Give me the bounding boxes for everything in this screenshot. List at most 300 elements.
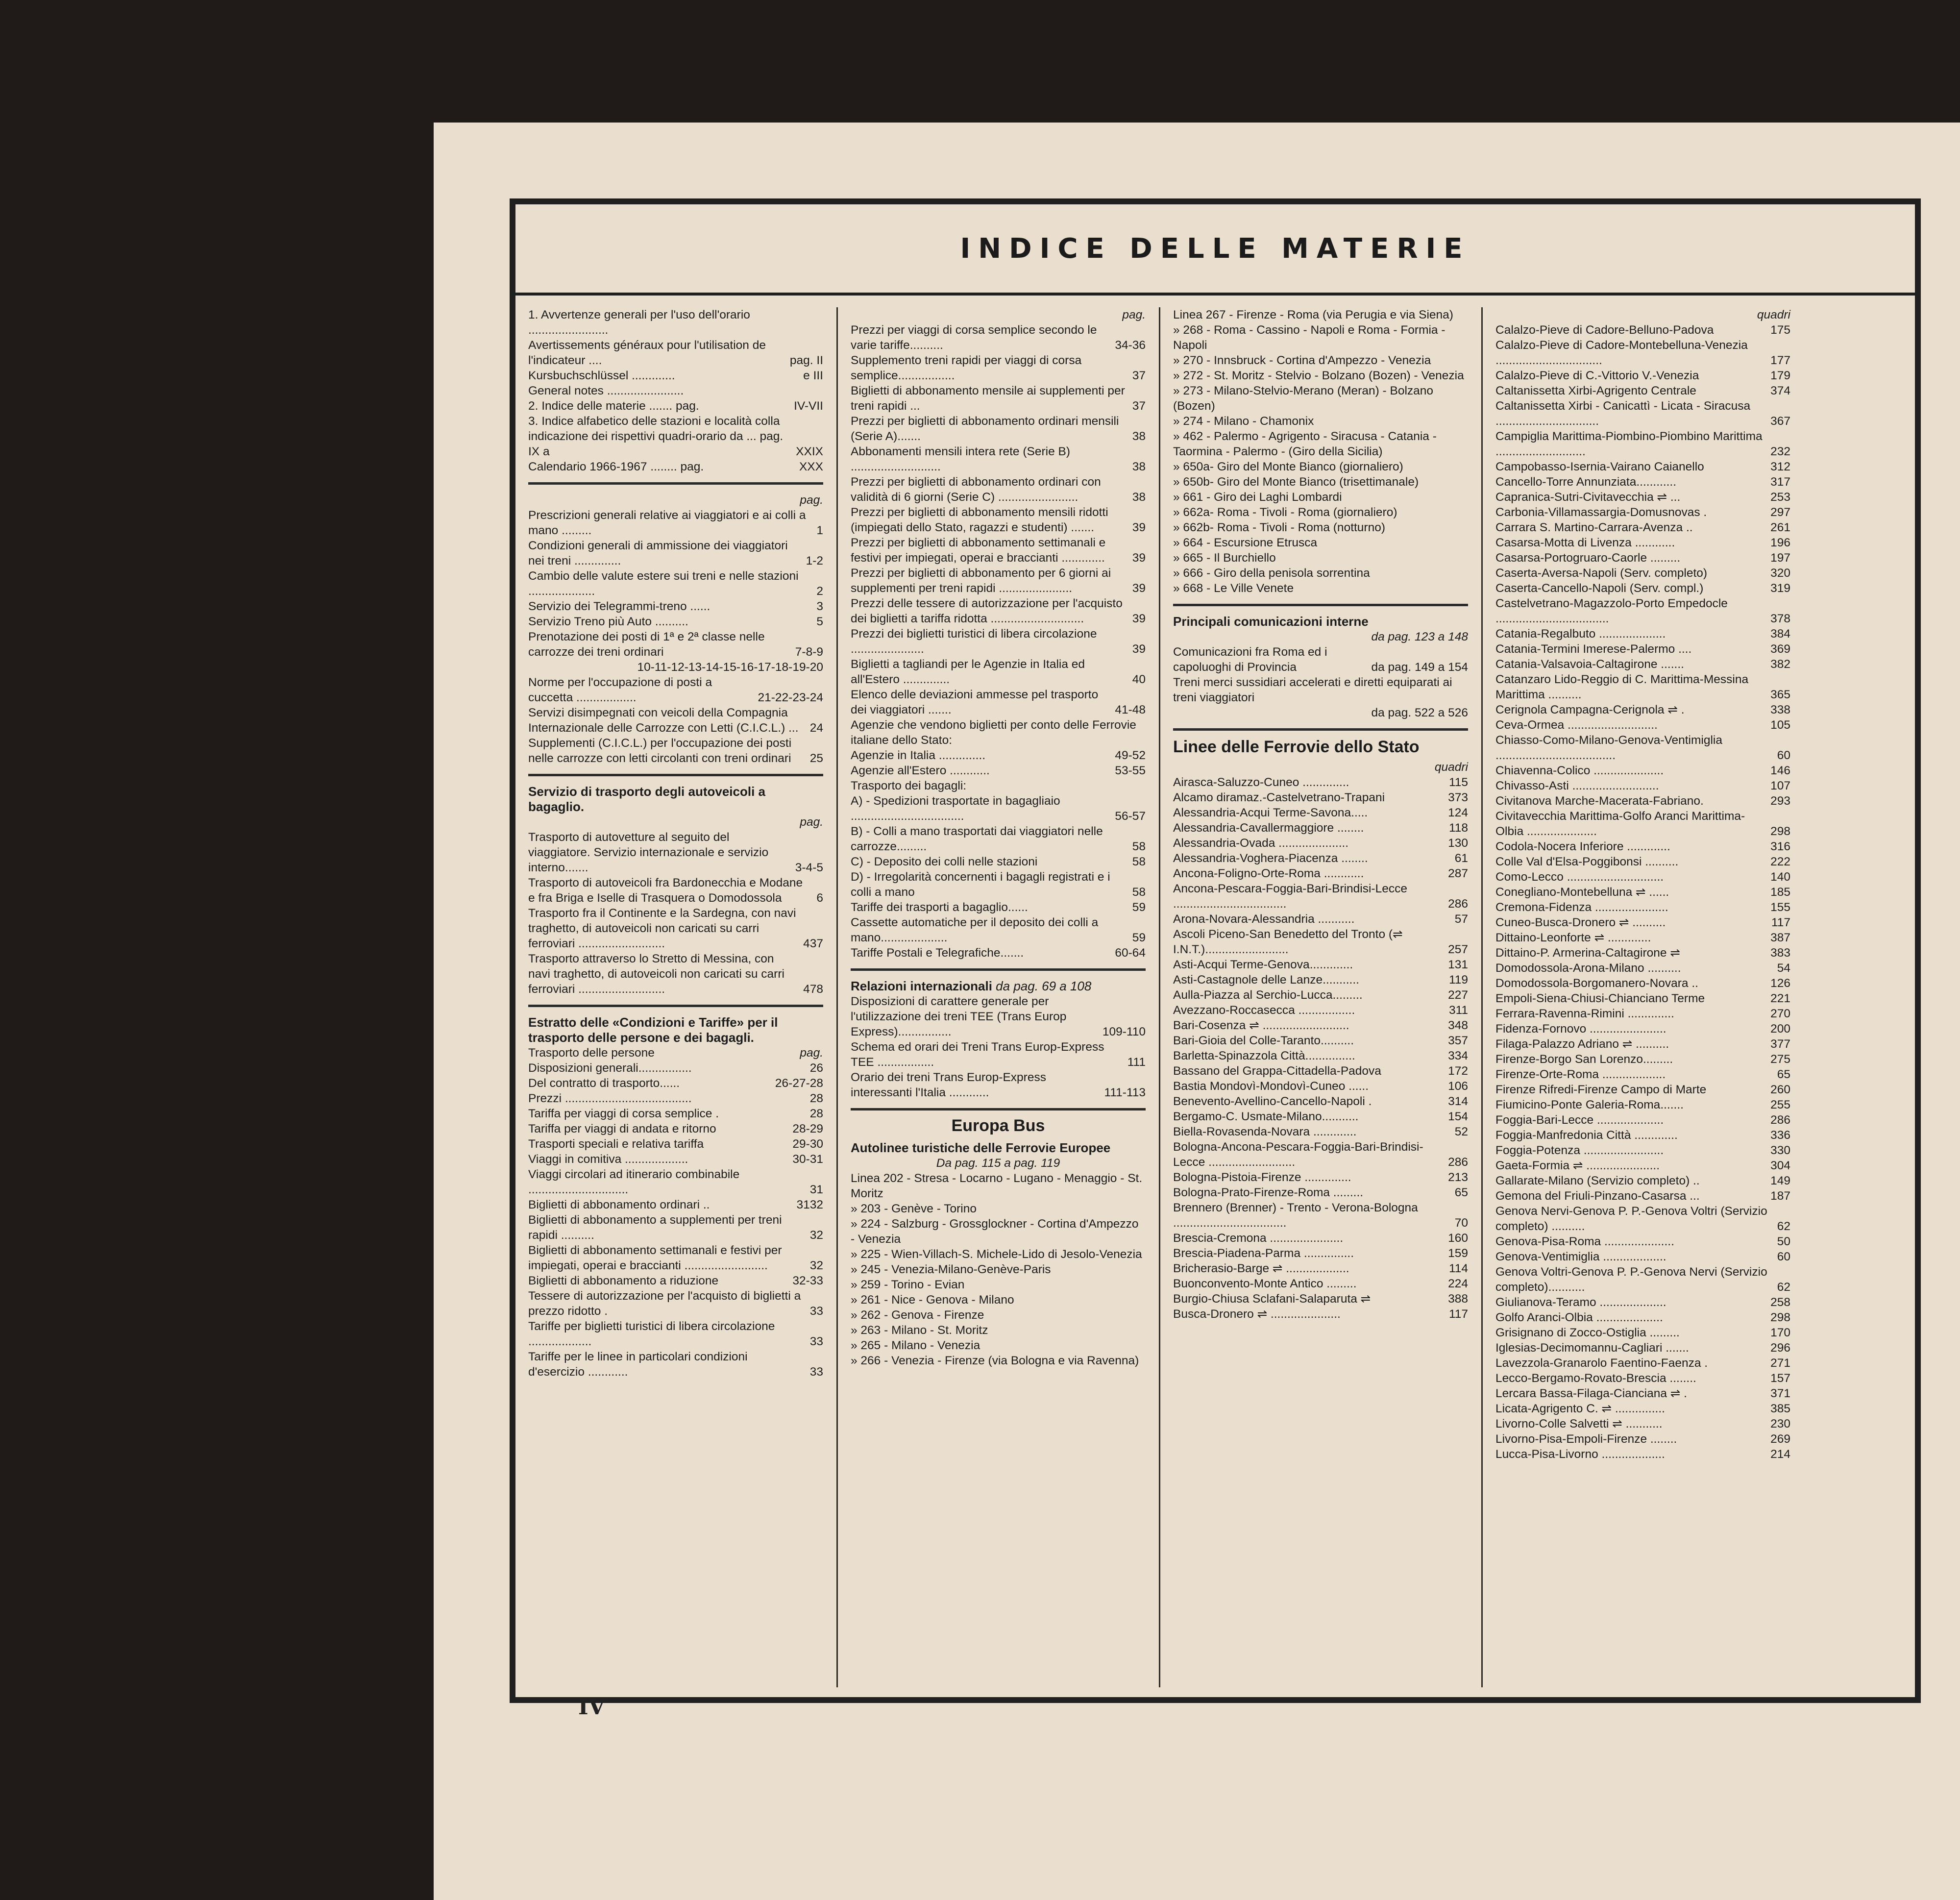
line-entry: » 650b- Giro del Monte Bianco (trisettimanale)	[1173, 475, 1419, 489]
index-entry	[1495, 383, 1790, 398]
line-entry: » 274 - Milano - Chamonix	[1173, 415, 1314, 428]
index-entry	[1495, 1112, 1790, 1128]
entry-page: 65	[1777, 1068, 1790, 1081]
entry-title: 2. Indice delle materie ....... pag.	[528, 399, 699, 413]
entry-title: Chiavenna-Colico .....................	[1495, 764, 1664, 777]
entry-page: 1	[816, 524, 823, 537]
entry-title: Como-Lecco .............................	[1495, 870, 1664, 884]
index-entry	[1173, 1018, 1468, 1033]
entry-page: 478	[803, 983, 823, 996]
page-number: IV	[578, 1695, 605, 1720]
index-entry	[1173, 775, 1468, 790]
entry-title: B) - Colli a mano trasportati dai viaggiatori nelle carrozze.........	[851, 825, 1103, 853]
index-entry	[1495, 1325, 1790, 1340]
divider	[851, 1108, 1146, 1110]
line-entry: » 272 - St. Moritz - Stelvio - Bolzano (Bozen) - Venezia	[1173, 369, 1464, 382]
index-entry	[1495, 1204, 1790, 1234]
index-entry	[1495, 505, 1790, 520]
entry-page: 293	[1770, 794, 1790, 808]
column-divider	[1481, 307, 1483, 1687]
entry-title: Bologna-Prato-Firenze-Roma .........	[1173, 1186, 1364, 1199]
entry-title: Cremona-Fidenza ......................	[1495, 901, 1668, 914]
index-entry	[1495, 535, 1790, 550]
entry-title: Trasporto dei bagagli:	[851, 779, 967, 792]
index-entry	[1173, 987, 1468, 1003]
estratto-heading: Estratto delle «Condizioni e Tariffe» per il trasporto delle persone e dei bagagli.	[528, 1015, 778, 1045]
index-entry	[1495, 991, 1790, 1006]
index-entry	[1495, 930, 1790, 945]
entry-title: Disposizioni di carattere generale per l'utilizzazione dei treni TEE (Trans Europ Express)................	[851, 995, 1067, 1038]
entry-title: General notes .......................	[528, 384, 684, 397]
entry-page: 3132	[796, 1198, 823, 1211]
index-entry	[851, 854, 1146, 869]
entry-title: Tariffe per biglietti turistici di libera circolazione ...................	[528, 1320, 775, 1348]
entry-page: 320	[1770, 567, 1790, 580]
index-entry	[851, 566, 1146, 596]
entry-page: 131	[1448, 958, 1468, 971]
entry-page: e III	[803, 369, 823, 382]
bus-lines	[851, 1171, 1146, 1368]
index-entry	[1495, 1416, 1790, 1431]
entry-page: 107	[1770, 779, 1790, 792]
entry-title: Trasporto attraverso lo Stretto di Messina, con navi traghetto, di autoveicoli non caricati su carri ferroviari ..........................	[528, 952, 784, 996]
entry-page: 41-48	[1115, 703, 1146, 716]
index-entry	[528, 705, 823, 736]
index-entry	[851, 535, 1146, 566]
divider	[528, 482, 823, 485]
entry-page: 49-52	[1115, 749, 1146, 762]
index-entry	[851, 322, 1146, 353]
entry-page: 3	[816, 600, 823, 613]
index-entry	[1495, 657, 1790, 672]
column-3	[1173, 307, 1468, 1687]
index-entry	[1495, 1052, 1790, 1067]
entry-title: Campiglia Marittima-Piombino-Piombino Marittima ...........................	[1495, 430, 1763, 458]
entry-title: Casarsa-Portogruaro-Caorle .........	[1495, 551, 1681, 565]
entry-page: 319	[1770, 582, 1790, 595]
entry-title: Catanzaro Lido-Reggio di C. Marittima-Messina Marittima ..........	[1495, 673, 1749, 701]
line-entry: » 262 - Genova - Firenze	[851, 1308, 984, 1322]
index-entry	[528, 629, 823, 660]
entry-title: Cuneo-Busca-Dronero ⇌ ..........	[1495, 916, 1666, 929]
entry-page: 58	[1132, 840, 1146, 853]
entry-page: 105	[1770, 718, 1790, 732]
index-entry	[1173, 1048, 1468, 1063]
entry-title: Lavezzola-Granarolo Faentino-Faenza .	[1495, 1357, 1708, 1370]
index-entry	[1495, 763, 1790, 778]
entry-title: Gemona del Friuli-Pinzano-Casarsa ...	[1495, 1189, 1700, 1203]
index-entry	[528, 1243, 823, 1273]
entry-title: Supplementi (C.I.C.L.) per l'occupazione dei posti nelle carrozze con letti circolanti con treni ordinari	[528, 737, 792, 765]
entry-page: 232	[1770, 445, 1790, 458]
entry-page: 109-110	[1102, 1025, 1146, 1038]
index-entry	[1495, 793, 1790, 809]
line-entry: » 265 - Milano - Venezia	[851, 1339, 980, 1352]
entry-page: 338	[1770, 703, 1790, 716]
index-entry	[1173, 1063, 1468, 1079]
entry-title: Orario dei treni Trans Europ-Express interessanti l'Italia ............	[851, 1071, 1046, 1099]
index-entry	[528, 736, 823, 766]
entry-title: Cancello-Torre Annunziata............	[1495, 475, 1677, 489]
entry-title: Caltanissetta Xirbi-Agrigento Centrale	[1495, 384, 1696, 397]
entry-title: Prezzi per biglietti di abbonamento per 6 giorni ai supplementi per treni rapidi ......................	[851, 567, 1111, 595]
index-entry	[1495, 1401, 1790, 1416]
index-entry	[528, 660, 823, 675]
entry-title: Foggia-Bari-Lecce ....................	[1495, 1113, 1664, 1127]
entry-page: 286	[1448, 1156, 1468, 1169]
entry-page: 33	[809, 1365, 823, 1379]
column-divider	[1159, 307, 1160, 1687]
entry-page: 57	[1454, 913, 1468, 926]
index-entry	[1173, 790, 1468, 805]
entry-title: Burgio-Chiusa Sclafani-Salaparuta ⇌	[1173, 1292, 1371, 1306]
divider	[851, 968, 1146, 971]
line-entry: » 224 - Salzburg - Grossglockner - Cortina d'Ampezzo - Venezia	[851, 1217, 1139, 1246]
entry-page: 385	[1770, 1402, 1790, 1415]
entry-title: Empoli-Siena-Chiusi-Chianciano Terme	[1495, 992, 1705, 1005]
line-entry: Linea 267 - Firenze - Roma (via Perugia e via Siena)	[1173, 308, 1453, 321]
entry-page: 159	[1448, 1247, 1468, 1260]
entry-page: 378	[1770, 612, 1790, 625]
title-text: INDICE DELLE MATERIE	[960, 232, 1470, 265]
entry-page: 154	[1448, 1110, 1468, 1123]
entry-title: Cassette automatiche per il deposito dei colli a mano....................	[851, 916, 1099, 944]
entry-title: C) - Deposito dei colli nelle stazioni	[851, 855, 1038, 868]
princ-range: da pag. 123 a 148	[1371, 630, 1468, 643]
entry-title: Bergamo-C. Usmate-Milano...........	[1173, 1110, 1359, 1123]
entry-page: 383	[1770, 946, 1790, 960]
entry-page: XXIX	[796, 445, 823, 458]
entry-page: 365	[1770, 688, 1790, 701]
index-entry	[528, 414, 823, 459]
entry-page: 39	[1132, 521, 1146, 534]
entry-title: Supplemento treni rapidi per viaggi di corsa semplice.................	[851, 354, 1082, 382]
index-entry	[1173, 912, 1468, 927]
index-entry	[1173, 675, 1468, 705]
entry-page: 157	[1770, 1372, 1790, 1385]
entry-page: 170	[1770, 1326, 1790, 1339]
index-entry	[528, 398, 823, 414]
entry-title: Treni merci sussidiari accelerati e diretti equiparati ai treni viaggiatori	[1173, 676, 1452, 704]
entry-page: 213	[1448, 1171, 1468, 1184]
entry-title: Codola-Nocera Inferiore .............	[1495, 840, 1670, 853]
index-entry	[1495, 961, 1790, 976]
divider	[1173, 728, 1468, 731]
entry-page: 172	[1448, 1064, 1468, 1078]
index-entry	[1495, 1158, 1790, 1173]
entry-page: 39	[1132, 582, 1146, 595]
entry-page: 59	[1132, 901, 1146, 914]
divider	[528, 1005, 823, 1007]
index-entry	[528, 1061, 823, 1076]
index-entry	[1495, 566, 1790, 581]
index-entry	[1173, 1139, 1468, 1170]
column-divider	[836, 307, 838, 1687]
index-entry	[1495, 1431, 1790, 1447]
entry-title: Calalzo-Pieve di C.-Vittorio V.-Venezia	[1495, 369, 1699, 382]
entry-page: 28	[809, 1107, 823, 1120]
entry-title: Calalzo-Pieve di Cadore-Montebelluna-Venezia ................................	[1495, 339, 1748, 367]
index-entry	[1495, 945, 1790, 961]
auto-list	[528, 830, 823, 997]
entry-title: Lecco-Bergamo-Rovato-Brescia ........	[1495, 1372, 1696, 1385]
entry-title: Ceva-Ormea ...........................	[1495, 718, 1658, 732]
index-entry	[528, 599, 823, 614]
index-entry	[1173, 836, 1468, 851]
index-entry	[851, 748, 1146, 763]
column-2	[851, 307, 1146, 1687]
entry-page: da pag. 522 a 526	[1371, 706, 1468, 719]
line-entry: » 266 - Venezia - Firenze (via Bologna e via Ravenna)	[851, 1354, 1139, 1367]
entry-page: 374	[1770, 384, 1790, 397]
entry-page: 227	[1448, 988, 1468, 1002]
entry-title: Livorno-Pisa-Empoli-Firenze ........	[1495, 1432, 1677, 1446]
entry-title: Busca-Dronero ⇌ .....................	[1173, 1308, 1341, 1321]
entry-title: Biglietti di abbonamento settimanali e festivi per impiegati, operai e braccianti .........................	[528, 1244, 782, 1272]
entry-title: Cerignola Campagna-Cerignola ⇌ .	[1495, 703, 1685, 716]
entry-page: 37	[1132, 369, 1146, 382]
line-entry: » 263 - Milano - St. Moritz	[851, 1324, 988, 1337]
entry-title: Ferrara-Ravenna-Rimini ..............	[1495, 1007, 1674, 1020]
entry-title: Firenze Rifredi-Firenze Campo di Marte	[1495, 1083, 1707, 1096]
entry-page: 214	[1770, 1448, 1790, 1461]
estratto-list	[528, 1061, 823, 1380]
entry-page: 26-27-28	[775, 1077, 823, 1090]
entry-title: Gallarate-Milano (Servizio completo) ..	[1495, 1174, 1700, 1187]
index-entry	[851, 505, 1146, 535]
index-entry	[1495, 520, 1790, 535]
line-entry: Linea 202 - Stresa - Locarno - Lugano - Menaggio - St. Moritz	[851, 1172, 1143, 1200]
index-entry	[1173, 851, 1468, 866]
index-entry	[851, 778, 1146, 793]
index-entry	[528, 875, 823, 906]
entry-page: 65	[1454, 1186, 1468, 1199]
entry-page: 6	[816, 891, 823, 905]
entry-page: 175	[1770, 323, 1790, 337]
entry-page: 28	[809, 1092, 823, 1105]
entry-title: A) - Spedizioni trasportate in bagagliaio ..................................	[851, 794, 1060, 823]
index-entry	[1495, 474, 1790, 490]
entry-title: Trasporto di autoveicoli fra Bardonecchia e Modane e fra Briga e Iselle di Trasquera o Domodossola	[528, 876, 803, 905]
entry-page: 330	[1770, 1144, 1790, 1157]
entry-page: 124	[1448, 806, 1468, 819]
entry-title: Alessandria-Acqui Terme-Savona.....	[1173, 806, 1368, 819]
entry-page: 2	[816, 585, 823, 598]
index-entry	[1495, 1356, 1790, 1371]
entry-page: 62	[1777, 1220, 1790, 1233]
divider	[1173, 604, 1468, 606]
index-entry	[1495, 1067, 1790, 1082]
entry-title: Asti-Acqui Terme-Genova.............	[1173, 958, 1353, 971]
index-entry	[528, 1152, 823, 1167]
index-entry	[1495, 1036, 1790, 1052]
index-entry	[528, 1349, 823, 1380]
index-entry	[851, 900, 1146, 915]
entry-page: 111-113	[1104, 1086, 1146, 1099]
index-entry	[528, 1106, 823, 1121]
entry-page: 297	[1770, 506, 1790, 519]
index-entry	[1495, 459, 1790, 474]
entry-page: 222	[1770, 855, 1790, 868]
entry-title: Asti-Castagnole delle Lanze...........	[1173, 973, 1359, 987]
entry-page: 275	[1770, 1053, 1790, 1066]
entry-page: 60-64	[1115, 946, 1146, 960]
index-entry	[1495, 322, 1790, 338]
index-entry	[1173, 972, 1468, 987]
entry-page: 38	[1132, 491, 1146, 504]
entry-title: Prezzi dei biglietti turistici di libera circolazione ......................	[851, 627, 1097, 656]
general-list	[528, 508, 823, 766]
entry-page: 39	[1132, 642, 1146, 656]
entry-page: 271	[1770, 1357, 1790, 1370]
entry-page: da pag. 149 a 154	[1371, 661, 1468, 674]
entry-title: Brescia-Cremona ......................	[1173, 1232, 1344, 1245]
entry-page: 62	[1777, 1281, 1790, 1294]
index-entry	[851, 383, 1146, 414]
entry-page: 317	[1770, 475, 1790, 489]
entry-page: 40	[1132, 673, 1146, 686]
entry-title: Tariffa per viaggi di corsa semplice .	[528, 1107, 719, 1120]
index-entry	[1495, 1021, 1790, 1036]
index-entry	[1495, 1173, 1790, 1188]
index-entry	[528, 906, 823, 951]
index-entry	[1495, 550, 1790, 566]
entry-page: 314	[1448, 1095, 1468, 1108]
entry-page: 312	[1770, 460, 1790, 473]
line-entry: » 462 - Palermo - Agrigento - Siracusa - Catania - Taormina - Palermo - (Giro della Sicilia)	[1173, 430, 1437, 458]
entry-page: 261	[1770, 521, 1790, 534]
quadri-label: quadri	[1434, 761, 1468, 774]
index-entry	[851, 763, 1146, 778]
entry-title: Brescia-Piadena-Parma ...............	[1173, 1247, 1354, 1260]
entry-title: Ancona-Pescara-Foggia-Bari-Brindisi-Lecce ..................................	[1173, 882, 1407, 911]
entry-title: Chiasso-Como-Milano-Genova-Ventimiglia ....................................	[1495, 734, 1722, 762]
index-entry	[1173, 1109, 1468, 1124]
index-entry	[528, 1076, 823, 1091]
entry-page: 253	[1770, 491, 1790, 504]
entry-title: Aulla-Piazza al Serchio-Lucca.........	[1173, 988, 1363, 1002]
index-entry	[1173, 1307, 1468, 1322]
entry-title: Dittaino-P. Armerina-Caltagirone ⇌	[1495, 946, 1680, 960]
entry-page: 377	[1770, 1037, 1790, 1051]
entry-title: Biglietti di abbonamento a supplementi per treni rapidi ..........	[528, 1213, 782, 1242]
index-entry	[1173, 820, 1468, 836]
index-entry	[528, 1288, 823, 1319]
index-entry	[1173, 927, 1468, 957]
entry-title: Genova Nervi-Genova P. P.-Genova Voltri (Servizio completo) ..........	[1495, 1205, 1767, 1233]
index-entry	[1173, 1261, 1468, 1276]
index-entry	[1173, 1124, 1468, 1139]
index-entry	[851, 915, 1146, 945]
entry-title: Condizioni generali di ammissione dei viaggiatori nei treni ..............	[528, 539, 788, 568]
entry-title: Domodossola-Arona-Milano ..........	[1495, 962, 1681, 975]
entry-title: Barletta-Spinazzola Città...............	[1173, 1049, 1355, 1062]
index-entry	[1495, 368, 1790, 383]
index-entry	[851, 687, 1146, 717]
index-entry	[1495, 1295, 1790, 1310]
entry-page: 287	[1448, 867, 1468, 880]
line-entry: » 259 - Torino - Evian	[851, 1278, 965, 1291]
entry-title: Buonconvento-Monte Antico .........	[1173, 1277, 1357, 1290]
entry-title: Calendario 1966-1967 ........ pag.	[528, 460, 704, 473]
entry-page: 369	[1770, 642, 1790, 656]
entry-page: 39	[1132, 612, 1146, 625]
auto-heading: Servizio di trasporto degli autoveicoli a bagaglio.	[528, 784, 765, 814]
entry-page: 117	[1771, 916, 1790, 929]
index-entry	[1173, 1276, 1468, 1291]
linee-list-2	[1495, 322, 1790, 1462]
entry-page: 336	[1770, 1129, 1790, 1142]
entry-page: 382	[1770, 658, 1790, 671]
entry-page: 50	[1777, 1235, 1790, 1248]
entry-title: Arona-Novara-Alessandria ...........	[1173, 913, 1355, 926]
entry-title: Caserta-Aversa-Napoli (Serv. completo)	[1495, 567, 1708, 580]
entry-title: Del contratto di trasporto......	[528, 1077, 680, 1090]
entry-title: Biglietti di abbonamento ordinari ..	[528, 1198, 710, 1211]
entry-title: Ancona-Foligno-Orte-Roma ............	[1173, 867, 1364, 880]
index-entry	[1495, 338, 1790, 368]
index-entry	[1495, 702, 1790, 717]
entry-page: 367	[1770, 415, 1790, 428]
entry-title: Iglesias-Decimomannu-Cagliari .......	[1495, 1341, 1689, 1355]
entry-title: Bologna-Ancona-Pescara-Foggia-Bari-Brindisi-Lecce ..........................	[1173, 1140, 1423, 1169]
index-entry	[851, 444, 1146, 474]
index-entry	[851, 793, 1146, 824]
entry-page: 70	[1454, 1216, 1468, 1230]
index-entry	[528, 1273, 823, 1288]
entry-page: 32	[809, 1259, 823, 1272]
entry-title: Airasca-Saluzzo-Cuneo ..............	[1173, 776, 1349, 789]
entry-page: 37	[1132, 399, 1146, 413]
entry-title: Agenzie all'Estero ............	[851, 764, 990, 777]
index-entry	[1173, 1094, 1468, 1109]
index-entry	[1173, 805, 1468, 820]
line-entry: » 666 - Giro della penisola sorrentina	[1173, 567, 1370, 580]
index-entry	[851, 1039, 1146, 1070]
entry-title: Genova-Pisa-Roma .....................	[1495, 1235, 1674, 1248]
entry-page: 196	[1770, 536, 1790, 549]
index-entry	[1495, 672, 1790, 702]
line-entry: » 650a- Giro del Monte Bianco (giornaliero)	[1173, 460, 1403, 473]
entry-title: Disposizioni generali................	[528, 1061, 692, 1075]
index-entry	[1173, 1200, 1468, 1231]
entry-page: 177	[1770, 354, 1790, 367]
entry-title: Domodossola-Borgomanero-Novara ..	[1495, 977, 1698, 990]
index-entry	[528, 538, 823, 568]
entry-page: 119	[1448, 973, 1468, 987]
column-4	[1495, 307, 1790, 1687]
entry-page: 58	[1132, 886, 1146, 899]
entry-title: Foggia-Potenza ........................	[1495, 1144, 1664, 1157]
entry-title: Agenzie in Italia ..............	[851, 749, 986, 762]
entry-page: 160	[1448, 1232, 1468, 1245]
index-entry	[1173, 1291, 1468, 1307]
entry-title: Bassano del Grappa-Cittadella-Padova	[1173, 1064, 1381, 1078]
index-entry	[1495, 1340, 1790, 1356]
entry-title: Prenotazione dei posti di 1ª e 2ª classe nelle carrozze dei treni ordinari	[528, 630, 765, 659]
index-entry	[528, 1121, 823, 1136]
entry-title: Kursbuchschlüssel .............	[528, 369, 675, 382]
index-entry	[1495, 1249, 1790, 1264]
quadri-label: quadri	[1757, 308, 1790, 321]
entry-title: Prezzi per viaggi di corsa semplice secondo le varie tariffe..........	[851, 323, 1097, 352]
entry-page: 34-36	[1115, 339, 1146, 352]
index-entry	[1495, 885, 1790, 900]
entry-title: Servizio dei Telegrammi-treno ......	[528, 600, 710, 613]
entry-page: 197	[1770, 551, 1790, 565]
bus-subheading: Autolinee turistiche delle Ferrovie Europee	[851, 1140, 1111, 1155]
entry-title: 1. Avvertenze generali per l'uso dell'orario ........................	[528, 308, 750, 337]
